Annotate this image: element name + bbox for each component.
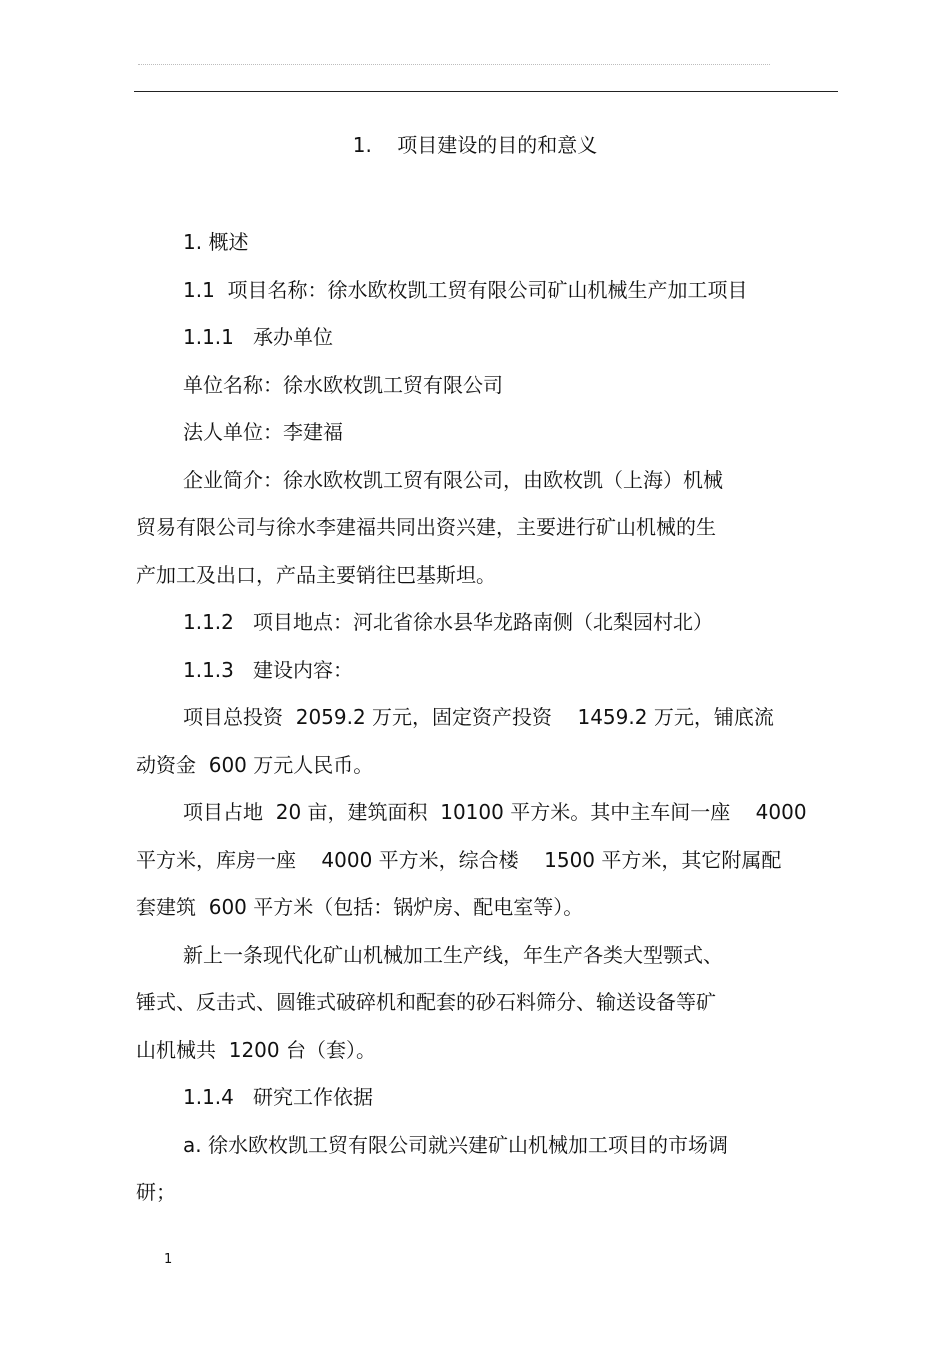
text-line: 套建筑 600 平方米（包括：锅炉房、配电室等）。 [136, 895, 584, 919]
text-line: 1.1.3 建设内容： [183, 657, 353, 682]
text-line: 1.1.1 承办单位 [183, 325, 333, 349]
text-line: 1.1 项目名称：徐水欧枚凯工贸有限公司矿山机械生产加工项目 [183, 277, 748, 302]
text-line: 产加工及出口，产品主要销往巴基斯坦。 [136, 562, 496, 587]
header-rule [134, 91, 838, 92]
text-line: 法人单位：李建福 [183, 420, 343, 444]
text-line: 动资金 600 万元人民币。 [136, 752, 374, 777]
header-dotted-line [138, 64, 770, 65]
text-line: 山机械共 1200 台（套）。 [136, 1037, 376, 1062]
text-line: 贸易有限公司与徐水李建福共同出资兴建，主要进行矿山机械的生 [136, 515, 716, 539]
text-line: 企业简介：徐水欧枚凯工贸有限公司，由欧枚凯（上海）机械 [183, 467, 723, 492]
text-line: 单位名称：徐水欧枚凯工贸有限公司 [183, 372, 503, 397]
text-line: 1. 概述 [183, 230, 249, 254]
text-line: a. 徐水欧枚凯工贸有限公司就兴建矿山机械加工项目的市场调 [183, 1132, 728, 1157]
section-title: 1. 项目建设的目的和意义 [352, 133, 598, 157]
page-number: 1 [164, 1252, 173, 1267]
text-line: 平方米，库房一座 4000 平方米，综合楼 1500 平方米，其它附属配 [136, 847, 782, 872]
text-line: 项目占地 20 亩，建筑面积 10100 平方米。其中主车间一座 4000 [183, 800, 807, 824]
text-line: 研； [136, 1180, 176, 1204]
text-line: 新上一条现代化矿山机械加工生产线，年生产各类大型颚式、 [183, 942, 723, 967]
text-line: 1.1.2 项目地点：河北省徐水县华龙路南侧（北梨园村北） [183, 610, 713, 634]
text-line: 项目总投资 2059.2 万元，固定资产投资 1459.2 万元，铺底流 [183, 705, 774, 729]
text-line: 1.1.4 研究工作依据 [183, 1085, 373, 1109]
text-line: 锤式、反击式、圆锥式破碎机和配套的砂石料筛分、输送设备等矿 [136, 990, 716, 1014]
